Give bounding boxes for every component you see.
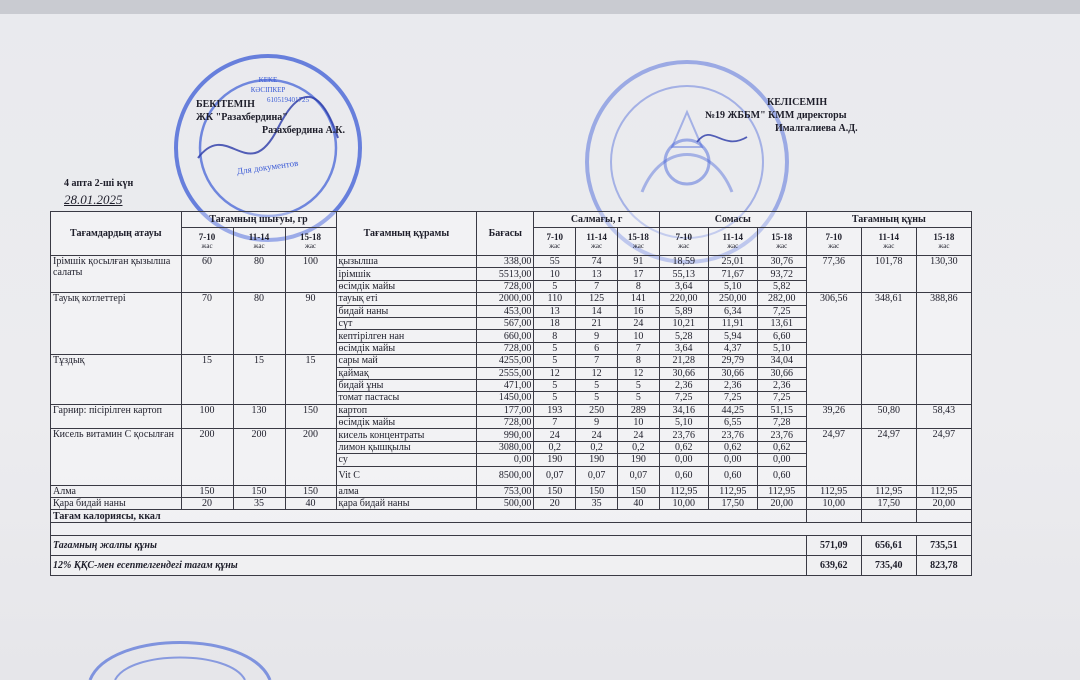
ingredient-price: 1450,00	[477, 392, 534, 404]
dish-name: Тұздық	[51, 355, 182, 405]
ingredient-amount: 220,00	[659, 293, 708, 305]
dish-output: 150	[233, 485, 285, 497]
dish-cost	[916, 355, 971, 405]
ingredient-amount: 6,34	[708, 305, 757, 317]
ingredient-amount: 6,60	[757, 330, 806, 342]
ingredient-weight: 24	[617, 429, 659, 441]
ingredient-amount: 30,66	[659, 367, 708, 379]
ingredient-name: өсімдік майы	[336, 280, 477, 292]
age-unit: жас	[678, 242, 690, 250]
ingredient-amount: 29,79	[708, 355, 757, 367]
ingredient-amount: 23,76	[708, 429, 757, 441]
ingredient-amount: 44,25	[708, 404, 757, 416]
ingredient-amount: 34,04	[757, 355, 806, 367]
age-range: 11-14	[878, 232, 900, 242]
age-unit: жас	[883, 242, 895, 250]
ingredient-weight: 289	[617, 404, 659, 416]
ingredient-price: 990,00	[477, 429, 534, 441]
ingredient-weight: 193	[534, 404, 576, 416]
table-row	[51, 293, 972, 305]
ingredient-name: Vit C	[336, 466, 477, 485]
calories-label: Тағам калориясы, ккал	[51, 510, 807, 523]
ingredient-weight: 190	[534, 454, 576, 466]
ingredient-price: 0,00	[477, 454, 534, 466]
ingredient-amount: 3,64	[659, 280, 708, 292]
total-row	[51, 536, 972, 556]
dish-cost: 348,61	[861, 293, 916, 355]
ingredient-amount: 7,25	[757, 392, 806, 404]
agree-person: Ималгалиева А.Д.	[775, 123, 858, 134]
ingredient-weight: 12	[534, 367, 576, 379]
ingredient-weight: 250	[576, 404, 618, 416]
table-row	[51, 429, 972, 441]
dish-output: 70	[181, 293, 233, 355]
dish-cost: 101,78	[861, 256, 916, 293]
dish-cost	[861, 355, 916, 405]
ingredient-amount: 0,62	[708, 441, 757, 453]
ingredient-weight: 10	[617, 330, 659, 342]
age-range: 15-18	[933, 232, 955, 242]
approval-block-right	[705, 96, 858, 135]
ingredient-price: 660,00	[477, 330, 534, 342]
ingredient-name: сүт	[336, 317, 477, 329]
ingredient-price: 3080,00	[477, 441, 534, 453]
ingredient-weight: 7	[617, 342, 659, 354]
dish-output: 15	[181, 355, 233, 405]
ingredient-amount: 7,25	[708, 392, 757, 404]
age-unit: жас	[253, 242, 265, 250]
ingredient-price: 728,00	[477, 417, 534, 429]
ingredient-amount: 0,60	[757, 466, 806, 485]
ingredient-amount: 18,59	[659, 256, 708, 268]
ingredient-amount: 112,95	[757, 485, 806, 497]
ingredient-weight: 12	[617, 367, 659, 379]
dish-cost: 17,50	[861, 498, 916, 510]
ingredient-weight: 5	[534, 392, 576, 404]
ingredient-name: қаймақ	[336, 367, 477, 379]
dish-output: 150	[285, 404, 336, 429]
ingredient-amount: 2,36	[757, 379, 806, 391]
age-header-weight-2	[617, 228, 659, 256]
ingredient-name: өсімдік майы	[336, 342, 477, 354]
age-range: 7-10	[675, 232, 693, 242]
age-unit: жас	[828, 242, 840, 250]
ingredient-name: өсімдік майы	[336, 417, 477, 429]
ingredient-weight: 7	[576, 280, 618, 292]
dish-cost: 50,80	[861, 404, 916, 429]
calories-row	[51, 510, 972, 523]
ingredient-price: 453,00	[477, 305, 534, 317]
age-header-cost-0	[806, 228, 861, 256]
ingredient-amount: 0,60	[708, 466, 757, 485]
dish-output: 15	[233, 355, 285, 405]
ingredient-weight: 125	[576, 293, 618, 305]
ingredient-weight: 5	[617, 392, 659, 404]
ingredient-amount: 0,00	[659, 454, 708, 466]
age-header-cost-2	[916, 228, 971, 256]
ingredient-amount: 5,94	[708, 330, 757, 342]
stamp-left-top: KEKE	[258, 76, 278, 84]
ingredient-amount: 55,13	[659, 268, 708, 280]
vat-value: 735,40	[861, 556, 916, 576]
ingredient-price: 177,00	[477, 404, 534, 416]
ingredient-amount: 30,66	[708, 367, 757, 379]
spacer-row	[51, 523, 972, 536]
age-unit: жас	[632, 242, 644, 250]
table-row	[51, 498, 972, 510]
dish-output: 80	[233, 293, 285, 355]
ingredient-amount: 250,00	[708, 293, 757, 305]
ingredient-name: томат пастасы	[336, 392, 477, 404]
menu-date: 28.01.2025	[64, 192, 123, 207]
ingredient-amount: 5,10	[757, 342, 806, 354]
ingredient-amount: 17,50	[708, 498, 757, 510]
ingredient-amount: 10,21	[659, 317, 708, 329]
ingredient-weight: 7	[576, 355, 618, 367]
dish-output: 15	[285, 355, 336, 405]
ingredient-name: тауық еті	[336, 293, 477, 305]
ingredient-weight: 5	[534, 280, 576, 292]
ingredient-amount: 5,10	[659, 417, 708, 429]
dish-name: Ірімшік қосылған қызылша салаты	[51, 256, 182, 293]
age-unit: жас	[591, 242, 603, 250]
ingredient-weight: 9	[576, 330, 618, 342]
dish-cost: 58,43	[916, 404, 971, 429]
ingredient-amount: 0,00	[757, 454, 806, 466]
dish-name: Тауық котлеттері	[51, 293, 182, 355]
dish-name: Қара бидай наны	[51, 498, 182, 510]
ingredient-price: 567,00	[477, 317, 534, 329]
ingredient-amount: 282,00	[757, 293, 806, 305]
dish-cost: 24,97	[861, 429, 916, 485]
ingredient-weight: 16	[617, 305, 659, 317]
age-unit: жас	[304, 242, 317, 250]
calories-value	[861, 510, 916, 523]
stamp-left-mid: КӘСІПКЕР	[250, 86, 286, 94]
age-unit: жас	[727, 242, 739, 250]
age-range: 7-10	[825, 232, 842, 242]
dish-cost: 112,95	[916, 485, 971, 497]
agree-org: №19 ЖББМ" КММ директоры	[705, 110, 847, 121]
ingredient-amount: 7,25	[659, 392, 708, 404]
ingredient-amount: 71,67	[708, 268, 757, 280]
age-range: 7-10	[546, 232, 564, 242]
table-row	[51, 355, 972, 367]
dish-output: 200	[181, 429, 233, 485]
header-dish-name: Тағамдардың атауы	[51, 212, 182, 256]
dish-name: Гарнир: пісірілген картоп	[51, 404, 182, 429]
approve-person: Разахбердина А.К.	[262, 125, 346, 136]
ingredient-amount: 93,72	[757, 268, 806, 280]
ingredient-amount: 21,28	[659, 355, 708, 367]
age-unit: жас	[938, 242, 950, 250]
ingredient-amount: 3,64	[659, 342, 708, 354]
calories-value	[806, 510, 861, 523]
table-row	[51, 485, 972, 497]
spacer-cell	[51, 523, 972, 536]
ingredient-price: 500,00	[477, 498, 534, 510]
ingredient-weight: 8	[617, 280, 659, 292]
age-range: 7-10	[198, 232, 216, 242]
dish-cost: 24,97	[916, 429, 971, 485]
ingredient-price: 4255,00	[477, 355, 534, 367]
ingredient-amount: 0,00	[708, 454, 757, 466]
ingredient-weight: 190	[617, 454, 659, 466]
ingredient-weight: 6	[576, 342, 618, 354]
ingredient-name: лимон қышқылы	[336, 441, 477, 453]
age-header-output-1	[233, 228, 285, 256]
age-range: 11-14	[586, 232, 607, 242]
ingredient-amount: 6,55	[708, 417, 757, 429]
header-dish-cost: Тағамның құны	[806, 212, 971, 228]
age-header-weight-0	[534, 228, 576, 256]
ingredient-price: 471,00	[477, 379, 534, 391]
approve-title: БЕКІТЕМІН	[196, 99, 255, 110]
dish-cost: 112,95	[806, 485, 861, 497]
ingredient-weight: 13	[576, 268, 618, 280]
dish-name: Алма	[51, 485, 182, 497]
dish-output: 35	[233, 498, 285, 510]
ingredient-amount: 7,25	[757, 305, 806, 317]
ingredient-weight: 150	[534, 485, 576, 497]
ingredient-amount: 10,00	[659, 498, 708, 510]
total-value: 656,61	[861, 536, 916, 556]
age-header-output-0	[181, 228, 233, 256]
vat-value: 823,78	[916, 556, 971, 576]
dish-output: 80	[233, 256, 285, 293]
ingredient-weight: 24	[576, 429, 618, 441]
ingredient-price: 728,00	[477, 280, 534, 292]
ingredient-weight: 35	[576, 498, 618, 510]
ingredient-weight: 24	[534, 429, 576, 441]
vat-label: 12% ҚҚС-мен есептелгендегі тағам құны	[51, 556, 807, 576]
calories-value	[916, 510, 971, 523]
ingredient-weight: 150	[617, 485, 659, 497]
dish-name: Кисель витамин С қосылған	[51, 429, 182, 485]
dish-output: 100	[181, 404, 233, 429]
total-value: 735,51	[916, 536, 971, 556]
ingredient-weight: 141	[617, 293, 659, 305]
dish-output: 200	[233, 429, 285, 485]
ingredient-name: алма	[336, 485, 477, 497]
dish-output: 40	[285, 498, 336, 510]
age-range: 11-14	[722, 232, 744, 242]
ingredient-weight: 8	[534, 330, 576, 342]
ingredient-name: қара бидай наны	[336, 498, 477, 510]
dish-cost: 112,95	[861, 485, 916, 497]
ingredient-weight: 17	[617, 268, 659, 280]
ingredient-name: бидай ұны	[336, 379, 477, 391]
ingredient-weight: 8	[617, 355, 659, 367]
ingredient-price: 753,00	[477, 485, 534, 497]
age-range: 15-18	[300, 232, 322, 242]
ingredient-amount: 5,10	[708, 280, 757, 292]
dish-output: 20	[181, 498, 233, 510]
ingredient-amount: 23,76	[757, 429, 806, 441]
ingredient-weight: 5	[534, 355, 576, 367]
ingredient-weight: 0,2	[534, 441, 576, 453]
dish-output: 200	[285, 429, 336, 485]
ingredient-price: 728,00	[477, 342, 534, 354]
dish-cost: 388,86	[916, 293, 971, 355]
dish-output: 130	[233, 404, 285, 429]
ingredient-amount: 30,76	[757, 256, 806, 268]
ingredient-amount: 4,37	[708, 342, 757, 354]
agree-title: КЕЛІСЕМІН	[767, 97, 828, 108]
menu-table	[50, 211, 972, 576]
ingredient-amount: 51,15	[757, 404, 806, 416]
ingredient-weight: 9	[576, 417, 618, 429]
ingredient-weight: 0,07	[576, 466, 618, 485]
approve-org: ЖК "Разахбердина"	[196, 112, 288, 123]
ingredient-weight: 13	[534, 305, 576, 317]
ingredient-amount: 34,16	[659, 404, 708, 416]
ingredient-name: су	[336, 454, 477, 466]
ingredient-amount: 2,36	[659, 379, 708, 391]
header-composition: Тағамның құрамы	[336, 212, 477, 256]
header-amount: Сомасы	[659, 212, 806, 228]
ingredient-weight: 0,07	[534, 466, 576, 485]
ingredient-amount: 7,28	[757, 417, 806, 429]
ingredient-price: 338,00	[477, 256, 534, 268]
ingredient-amount: 23,76	[659, 429, 708, 441]
total-label: Тағамның жалпы құны	[51, 536, 807, 556]
ingredient-weight: 12	[576, 367, 618, 379]
ingredient-weight: 21	[576, 317, 618, 329]
ingredient-weight: 14	[576, 305, 618, 317]
header-output: Тағамның шығуы, гр	[181, 212, 336, 228]
dish-cost: 130,30	[916, 256, 971, 293]
ingredient-amount: 30,66	[757, 367, 806, 379]
approval-block-left	[196, 98, 345, 137]
age-header-amount-1	[708, 228, 757, 256]
ingredient-weight: 24	[617, 317, 659, 329]
ingredient-weight: 40	[617, 498, 659, 510]
ingredient-name: картоп	[336, 404, 477, 416]
vat-value: 639,62	[806, 556, 861, 576]
age-header-amount-0	[659, 228, 708, 256]
ingredient-weight: 55	[534, 256, 576, 268]
ingredient-weight: 150	[576, 485, 618, 497]
ingredient-price: 5513,00	[477, 268, 534, 280]
ingredient-weight: 0,2	[617, 441, 659, 453]
ingredient-weight: 10	[617, 417, 659, 429]
ingredient-weight: 10	[534, 268, 576, 280]
dish-output: 60	[181, 256, 233, 293]
vat-row	[51, 556, 972, 576]
ingredient-price: 2000,00	[477, 293, 534, 305]
age-unit: жас	[549, 242, 561, 250]
ingredient-weight: 20	[534, 498, 576, 510]
ingredient-amount: 13,61	[757, 317, 806, 329]
ingredient-amount: 2,36	[708, 379, 757, 391]
ingredient-weight: 74	[576, 256, 618, 268]
ingredient-name: сары май	[336, 355, 477, 367]
ingredient-weight: 5	[576, 379, 618, 391]
ingredient-amount: 5,28	[659, 330, 708, 342]
ingredient-price: 8500,00	[477, 466, 534, 485]
dish-output: 100	[285, 256, 336, 293]
dish-cost: 39,26	[806, 404, 861, 429]
ingredient-amount: 5,82	[757, 280, 806, 292]
dish-cost: 24,97	[806, 429, 861, 485]
ingredient-weight: 0,07	[617, 466, 659, 485]
header-weight: Салмағы, г	[534, 212, 659, 228]
dish-output: 90	[285, 293, 336, 355]
ingredient-amount: 112,95	[659, 485, 708, 497]
age-header-weight-1	[576, 228, 618, 256]
age-range: 15-18	[771, 232, 793, 242]
stamp-left-number: 610519401725	[267, 96, 309, 104]
ingredient-name: бидай наны	[336, 305, 477, 317]
ingredient-name: қызылша	[336, 256, 477, 268]
ingredient-amount: 0,62	[659, 441, 708, 453]
stamp-bottom	[80, 620, 280, 680]
dish-cost: 306,56	[806, 293, 861, 355]
ingredient-weight: 5	[576, 392, 618, 404]
age-range: 15-18	[627, 232, 649, 242]
age-header-amount-2	[757, 228, 806, 256]
dish-cost: 77,36	[806, 256, 861, 293]
age-unit: жас	[201, 242, 213, 250]
ingredient-weight: 0,2	[576, 441, 618, 453]
ingredient-name: кисель концентраты	[336, 429, 477, 441]
dish-cost	[806, 355, 861, 405]
ingredient-weight: 7	[534, 417, 576, 429]
ingredient-amount: 25,01	[708, 256, 757, 268]
dish-output: 150	[285, 485, 336, 497]
age-unit: жас	[776, 242, 788, 250]
ingredient-weight: 5	[617, 379, 659, 391]
dish-cost: 10,00	[806, 498, 861, 510]
week-day-label: 4 апта 2-ші күн	[64, 178, 134, 189]
ingredient-amount: 0,62	[757, 441, 806, 453]
ingredient-amount: 0,60	[659, 466, 708, 485]
age-header-cost-1	[861, 228, 916, 256]
ingredient-name: кептірілген нан	[336, 330, 477, 342]
ingredient-weight: 110	[534, 293, 576, 305]
dish-cost: 20,00	[916, 498, 971, 510]
top-edge	[0, 0, 1080, 14]
ingredient-amount: 112,95	[708, 485, 757, 497]
ingredient-amount: 11,91	[708, 317, 757, 329]
dish-output: 150	[181, 485, 233, 497]
table-row	[51, 404, 972, 416]
ingredient-weight: 5	[534, 342, 576, 354]
ingredient-weight: 18	[534, 317, 576, 329]
age-range: 11-14	[248, 232, 270, 242]
ingredient-weight: 91	[617, 256, 659, 268]
ingredient-amount: 20,00	[757, 498, 806, 510]
age-header-output-2	[285, 228, 336, 256]
total-value: 571,09	[806, 536, 861, 556]
ingredient-price: 2555,00	[477, 367, 534, 379]
header-price: Бағасы	[477, 212, 534, 256]
ingredient-weight: 190	[576, 454, 618, 466]
stamp-left-bottom: Для документов	[236, 157, 299, 177]
ingredient-amount: 5,89	[659, 305, 708, 317]
table-row	[51, 256, 972, 268]
ingredient-name: ірімшік	[336, 268, 477, 280]
ingredient-weight: 5	[534, 379, 576, 391]
